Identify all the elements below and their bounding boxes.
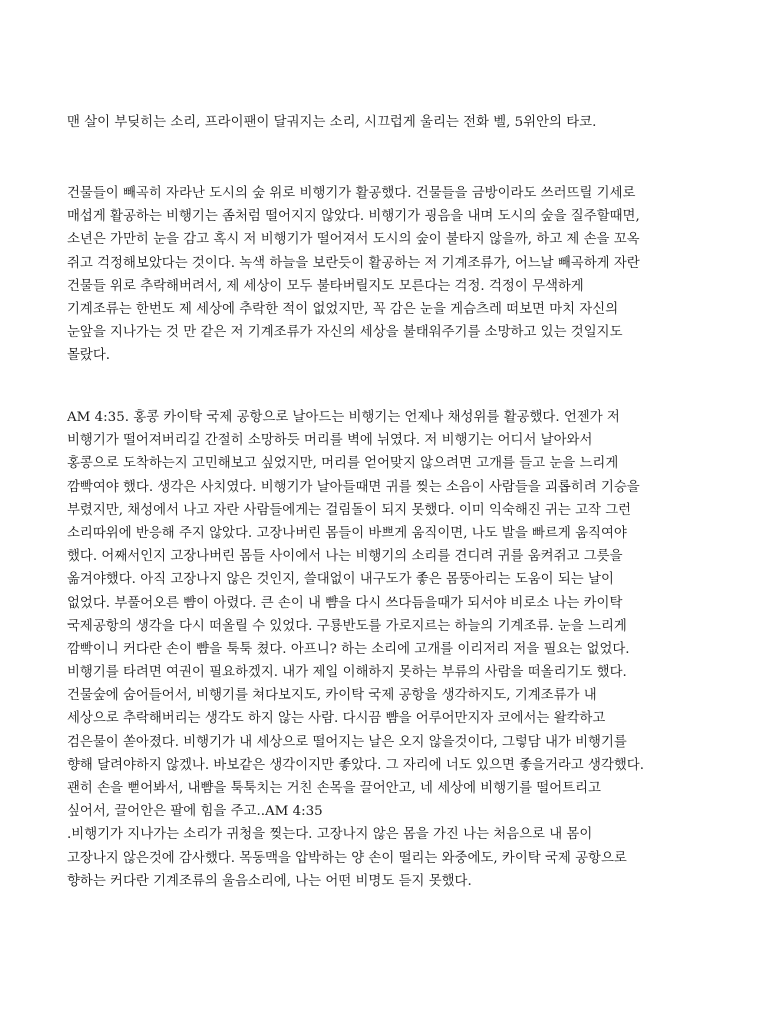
text-line: 깜빡이니 커다란 손이 뺨을 툭툭 쳤다. 아프니? 하는 소리에 고개를 이리저리 저을 필요는 없었다. — [67, 641, 630, 657]
paragraph-kai-tak — [67, 406, 707, 893]
text-line: 맨 살이 부딪히는 소리, 프라이팬이 달궈지는 소리, 시끄럽게 울리는 전화 벨, 5위안의 타코. — [67, 115, 597, 130]
text-line: 소리따위에 반응해 주지 않았다. 고장나버린 몸들이 바쁘게 움직이면, 나도 발을 빠르게 움직여야 — [67, 525, 627, 541]
text-line: 고장나지 않은것에 감사했다. 목동맥을 압박하는 양 손이 떨리는 와중에도, 카이탁 국제 공항으로 — [67, 850, 627, 866]
text-line: 소년은 가만히 눈을 감고 혹시 저 비행기가 떨어져서 도시의 숲이 불타지 않을까, 하고 제 손을 꼬옥 — [67, 232, 640, 248]
text-line: 세상으로 추락해버리는 생각도 하지 않는 사람. 다시끔 뺨을 어루어만지자 코에서는 왈칵하고 — [67, 711, 606, 727]
text-line: 없었다. 부풀어오른 뺨이 아렸다. 큰 손이 내 뺨을 다시 쓰다듬을때가 되서야 비로소 나는 카이탁 — [67, 595, 623, 611]
text-line: 싶어서, 끌어안은 팔에 힘을 주고..AM 4:35 — [67, 804, 323, 820]
paragraph-city-forest — [67, 182, 707, 368]
text-line: 건물들이 빼곡히 자라난 도시의 숲 위로 비행기가 활공했다. 건물들을 금방이라도 쓰러뜨릴 기세로 — [67, 186, 636, 201]
text-line: 쥐고 걱정해보았다는 것이다. 녹색 하늘을 보란듯이 활공하는 저 기계조류가, 어느날 빼곡하게 자란 — [67, 255, 640, 271]
text-line: 매섭게 활공하는 비행기는 좀처럼 떨어지지 않았다. 비행기가 굉음을 내며 도시의 숲을 질주할때면, — [67, 209, 640, 225]
text-line: 건물숲에 숨어들어서, 비행기를 쳐다보지도, 카이탁 국제 공항을 생각하지도, 기계조류가 내 — [67, 688, 597, 704]
text-line: .비행기가 지나가는 소리가 귀청을 찢는다. 고장나지 않은 몸을 가진 나는 처음으로 내 몸이 — [67, 827, 593, 843]
text-line: 괜히 손을 뻗어봐서, 내뺨을 툭툭치는 거친 손목을 끌어안고, 네 세상에 비행기를 떨어트리고 — [67, 781, 601, 796]
text-line: 옮겨야했다. 아직 고장나지 않은 것인지, 쓸대없이 내구도가 좋은 몸뚱아리는 도움이 되는 날이 — [67, 572, 614, 588]
paragraph-intro — [67, 111, 707, 134]
text-line: AM 4:35. 홍콩 카이탁 국제 공항으로 날아드는 비행기는 언제나 채성위를 활공했다. 언젠가 저 — [67, 410, 620, 425]
text-line: 기계조류는 한번도 제 세상에 추락한 적이 없었지만, 꼭 감은 눈을 게슴츠레 떠보면 마치 자신의 — [67, 301, 619, 317]
text-line: 몰랐다. — [67, 348, 111, 364]
text-line: 검은물이 쏟아졌다. 비행기가 내 세상으로 떨어지는 날은 오지 않을것이다, 그렇담 내가 비행기를 — [67, 734, 627, 750]
text-line: 눈앞을 지나가는 것 만 같은 저 기계조류가 자신의 세상을 불태워주기를 소망하고 있는 것일지도 — [67, 325, 623, 341]
text-line: 향해 달려야하지 않겠나. 바보같은 생각이지만 좋았다. 그 자리에 너도 있으면 좋을거라고 생각했다. — [67, 757, 645, 773]
text-line: 했다. 어째서인지 고장나버린 몸들 사이에서 나는 비행기의 소리를 견디려 귀를 움켜쥐고 그릇을 — [67, 549, 623, 565]
text-line: 국제공항의 생각을 다시 떠올릴 수 있었다. 구룡반도를 가로지르는 하늘의 기계조류. 눈을 느리게 — [67, 618, 627, 634]
text-line: 비행기가 떨어져버리길 간절히 소망하듯 머리를 벽에 뉘였다. 저 비행기는 어디서 날아와서 — [67, 433, 593, 449]
text-line: 깜빡여야 했다. 생각은 사치였다. 비행기가 날아들때면 귀를 찢는 소음이 사람들을 괴롭히려 기승을 — [67, 479, 640, 495]
text-line: 비행기를 타려면 여권이 필요하겠지. 내가 제일 이해하지 못하는 부류의 사람을 떠올리기도 했다. — [67, 665, 627, 681]
text-line: 홍콩으로 도착하는지 고민해보고 싶었지만, 머리를 얻어맞지 않으려면 고개를 들고 눈을 느리게 — [67, 456, 619, 472]
text-line: 부렸지만, 채성에서 나고 자란 사람들에게는 걸림돌이 되지 못했다. 이미 익숙해진 귀는 고작 그런 — [67, 502, 632, 518]
text-line: 향하는 커다란 기계조류의 울음소리에, 나는 어떤 비명도 듣지 못했다. — [67, 873, 472, 889]
text-line: 건물들 위로 추락해버려서, 제 세상이 모두 불타버릴지도 모른다는 걱정. 걱정이 무색하게 — [67, 278, 584, 294]
